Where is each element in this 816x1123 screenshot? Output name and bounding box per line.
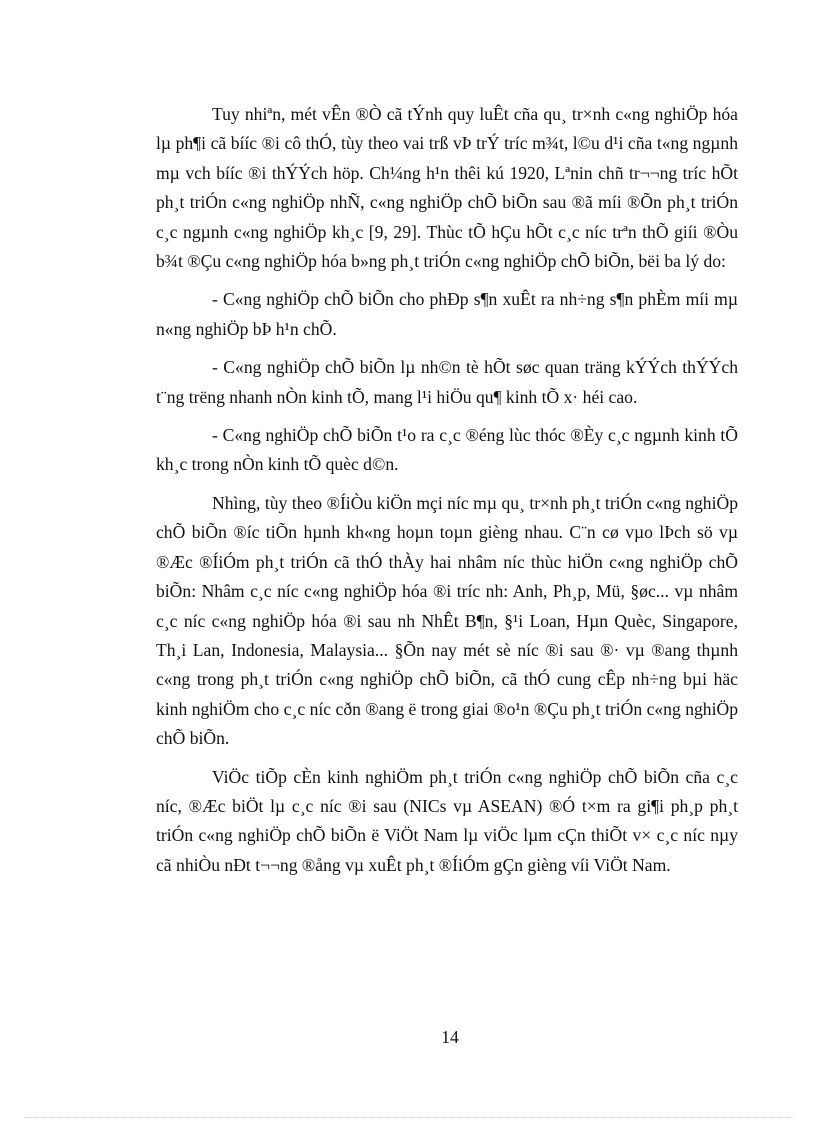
paragraph-reason-2: - C«ng nghiÖp chÕ biÕn lµ nh©n tè hÕt søc quan träng kÝÝch thÝÝch t¨ng trëng nhanh nÒn kinh tÕ, mang l¹i hiÖu qu¶ kinh tÕ x· héi cao.	[156, 357, 738, 407]
body-text	[156, 100, 738, 889]
paragraph-intro: Tuy nhiªn, mét vÊn ®Ò cã tÝnh quy luÊt cña qu¸ tr×nh c«ng nghiÖp hóa lµ ph¶i cã bííc ®i cô thÓ, tùy theo vai trß vÞ trÝ tríc m¾t, l©u d¹i cña t«ng ngµnh mµ vch bííc ®i thÝÝch höp. Ch¼ng h¹n thêi kú 1920, Lªnin chñ tr¬¬ng tríc hÕt ph¸t triÓn c«ng nghiÖp nhÑ, c«ng nghiÖp chÕ biÕn sau ®ã míi ®Õn ph¸t triÓn c¸c ngµnh c«ng nghiÖp kh¸c [9, 29]. Thùc tÕ hÇu hÕt c¸c níc trªn thÕ giíi ®Òu b¾t ®Çu c«ng nghiÖp hóa b»ng ph¸t triÓn c«ng nghiÖp chÕ biÕn, bëi ba lý do:	[156, 104, 738, 272]
page-bottom-divider	[24, 1117, 794, 1118]
page-number: 14	[441, 1027, 459, 1047]
paragraph-reason-3: - C«ng nghiÖp chÕ biÕn t¹o ra c¸c ®éng lùc thóc ®Èy c¸c ngµnh kinh tÕ kh¸c trong nÒn kinh tÕ quèc d©n.	[156, 425, 738, 475]
paragraph-country-groups: Nhìng, tùy theo ®ÍiÒu kiÖn mçi níc mµ qu¸ tr×nh ph¸t triÓn c«ng nghiÖp chÕ biÕn ®íc tiÕn hµnh kh«ng hoµn toµn gièng nhau. C¨n cø vµo lÞch sö vµ ®Æc ®ÍiÓm ph¸t triÓn cã thÓ thÀy hai nhâm níc thùc hiÖn c«ng nghiÖp chÕ biÕn: Nhâm c¸c níc c«ng nghiÖp hóa ®i tríc nh: Anh, Ph¸p, Mü, §øc... vµ nhâm c¸c níc c«ng nghiÖp hóa ®i sau nh NhÊt B¶n, §¹i Loan, Hµn Quèc, Singapore, Th¸i Lan, Indonesia, Malaysia... §Õn nay mét sè níc ®i sau ®· vµ ®ang thµnh c«ng trong ph¸t triÓn c«ng nghiÖp chÕ biÕn, cã thÓ cung cÊp nh÷ng bµi häc kinh nghiÖm cho c¸c níc cðn ®ang ë trong giai ®o¹n ®Çu ph¸t triÓn c«ng nghiÖp chÕ biÕn.	[156, 492, 738, 749]
paragraph-conclusion: ViÖc tiÕp cÈn kinh nghiÖm ph¸t triÓn c«ng nghiÖp chÕ biÕn cña c¸c níc, ®Æc biÖt lµ c¸c níc ®i sau (NICs vµ ASEAN) ®Ó t×m ra gi¶i ph¸p ph¸t triÓn c«ng nghiÖp chÕ biÕn ë ViÖt Nam lµ viÖc lµm cÇn thiÕt v× c¸c níc nµy cã nhiÒu nÐt t¬¬ng ®ång vµ xuÊt ph¸t ®ÍiÓm gÇn gièng víi ViÖt Nam.	[156, 766, 738, 875]
paragraph-reason-1: - C«ng nghiÖp chÕ biÕn cho phÐp s¶n xuÊt ra nh÷ng s¶n phÈm míi mµ n«ng nghiÖp bÞ h¹n chÕ.	[156, 289, 738, 339]
